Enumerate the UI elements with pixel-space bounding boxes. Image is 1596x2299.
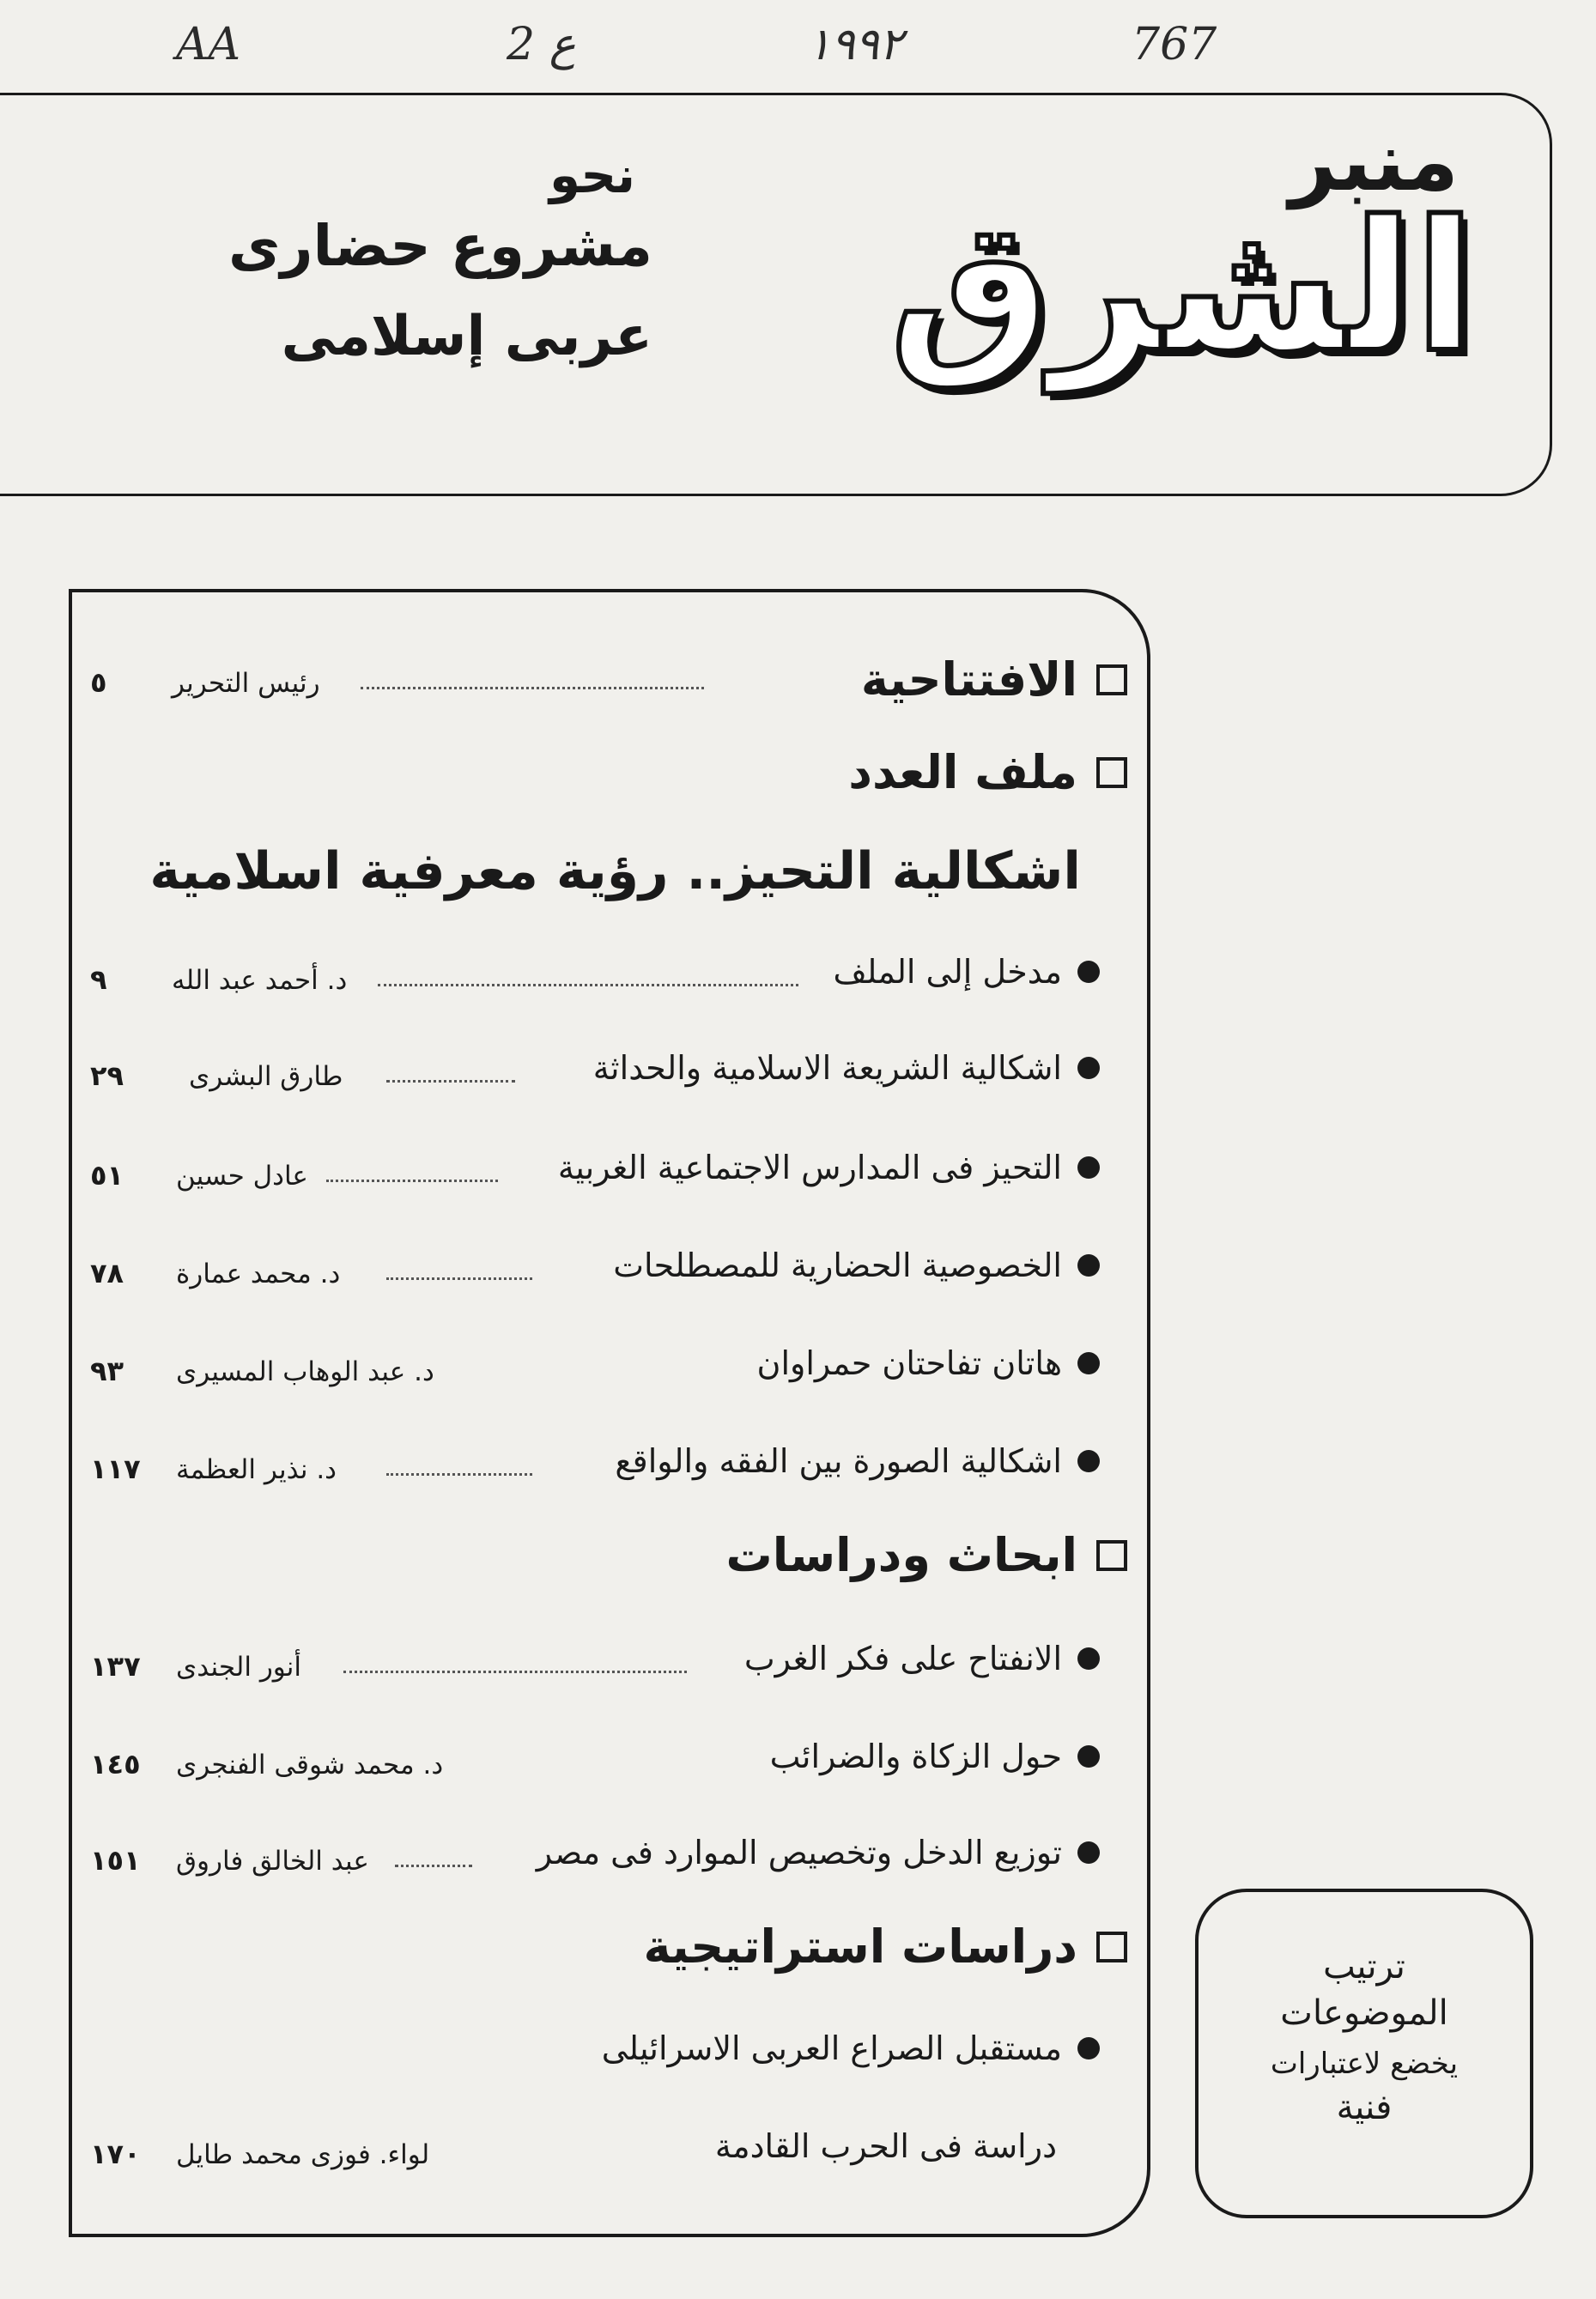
- handwritten-mark: AA: [176, 19, 241, 70]
- checkbox-icon: [1096, 1540, 1127, 1571]
- page-number: ١٤٥: [90, 1748, 141, 1780]
- slogan-line-1: نحو: [549, 146, 635, 204]
- page-number: ٢٩: [90, 1059, 124, 1092]
- author: أنور الجندى: [176, 1652, 302, 1683]
- entry-title: مستقبل الصراع العربى الاسرائيلى: [601, 2029, 1062, 2067]
- section-opening: [861, 652, 1127, 707]
- dotted-leader: [386, 1473, 532, 1476]
- toc-entry: [744, 1640, 1100, 1677]
- toc-entry: [833, 953, 1100, 991]
- checkbox-icon: [1096, 664, 1127, 695]
- dotted-leader: [361, 687, 704, 689]
- author: لواء. فوزى محمد طايل: [176, 2139, 430, 2170]
- author: رئيس التحرير: [172, 668, 320, 699]
- dotted-leader: [378, 984, 798, 986]
- note-line-2: الموضوعات: [1280, 1993, 1448, 2033]
- handwritten-mark: ١٩٩٢: [807, 19, 903, 70]
- toc-frame: [69, 589, 1150, 2237]
- author: د. أحمد عبد الله: [172, 965, 348, 996]
- slogan-line-2: مشروع حضارى: [228, 213, 652, 279]
- dotted-leader: [395, 1865, 472, 1867]
- bullet-icon: [1077, 1057, 1100, 1079]
- bullet-icon: [1077, 1156, 1100, 1179]
- page-number: ٩: [90, 963, 107, 996]
- section-strategy: [643, 1920, 1127, 1974]
- masthead-big: الشرق: [889, 182, 1476, 392]
- dotted-leader: [386, 1277, 532, 1280]
- handwritten-mark: 767: [1132, 19, 1217, 70]
- toc-entry: [602, 2029, 1100, 2067]
- entry-title: مدخل إلى الملف: [833, 953, 1062, 991]
- toc-entry: [715, 2127, 1057, 2165]
- toc-entry: [770, 1738, 1100, 1775]
- page-number: ٩٣: [90, 1355, 124, 1387]
- entry-title: اشكالية الشريعة الاسلامية والحداثة: [592, 1049, 1062, 1087]
- page-number: ١٧٠: [90, 2138, 141, 2170]
- note-line-1: ترتيب: [1323, 1947, 1405, 1987]
- toc-entry: [615, 1442, 1100, 1480]
- toc-entry: [558, 1149, 1100, 1186]
- section-label: ملف العدد: [848, 745, 1077, 799]
- author: د. نذير العظمة: [176, 1454, 337, 1485]
- masthead-small: منبر: [1289, 113, 1459, 209]
- checkbox-icon: [1096, 1932, 1127, 1962]
- note-line-3: يخضع لاعتبارات: [1270, 2047, 1459, 2081]
- section-research: [725, 1528, 1127, 1582]
- bullet-icon: [1077, 2037, 1100, 2059]
- bullet-icon: [1077, 1254, 1100, 1277]
- bullet-icon: [1077, 961, 1100, 983]
- toc-entry: [757, 1344, 1100, 1382]
- bullet-icon: [1077, 1745, 1100, 1768]
- bullet-icon: [1077, 1352, 1100, 1374]
- author: طارق البشرى: [189, 1061, 343, 1092]
- section-label: ابحاث ودراسات: [725, 1528, 1077, 1582]
- page-number: ٥١: [90, 1159, 124, 1192]
- entry-title: حول الزكاة والضرائب: [769, 1738, 1062, 1775]
- ordering-note: [1195, 1889, 1533, 2218]
- author: عبد الخالق فاروق: [176, 1846, 369, 1877]
- section-label: الافتتاحية: [860, 652, 1077, 707]
- author: د. عبد الوهاب المسيرى: [176, 1356, 434, 1387]
- page-number: ٥: [90, 666, 107, 699]
- toc-entry: [537, 1834, 1100, 1871]
- section-label: دراسات استراتيجية: [643, 1920, 1077, 1974]
- dotted-leader: [386, 1080, 515, 1083]
- slogan: [52, 146, 652, 368]
- page-number: ١٣٧: [90, 1650, 141, 1683]
- entry-title: هاتان تفاحتان حمراوان: [756, 1344, 1062, 1382]
- entry-title: اشكالية الصورة بين الفقه والواقع: [615, 1442, 1062, 1480]
- page-number: ٧٨: [90, 1257, 124, 1289]
- masthead-logo: [840, 113, 1476, 429]
- bullet-icon: [1077, 1841, 1100, 1864]
- page-number: ١٥١: [90, 1844, 141, 1877]
- slogan-line-3: عربى إسلامى: [281, 305, 652, 368]
- entry-title: الانفتاح على فكر الغرب: [743, 1640, 1062, 1677]
- author: د. محمد عمارة: [176, 1259, 341, 1289]
- dotted-leader: [343, 1671, 687, 1673]
- toc-entry: [613, 1247, 1100, 1284]
- entry-title: دراسة فى الحرب القادمة: [714, 2127, 1057, 2165]
- entry-title: التحيز فى المدارس الاجتماعية الغربية: [557, 1149, 1062, 1186]
- bullet-icon: [1077, 1647, 1100, 1670]
- author: عادل حسين: [176, 1161, 308, 1192]
- entry-title: توزيع الدخل وتخصيص الموارد فى مصر: [536, 1834, 1062, 1871]
- handwritten-mark: 2 ع: [507, 19, 576, 70]
- page-number: ١١٧: [90, 1453, 141, 1485]
- checkbox-icon: [1096, 757, 1127, 788]
- section-issue-file: [848, 745, 1127, 799]
- issue-file-title: اشكالية التحيز.. رؤية معرفية اسلامية: [149, 841, 1081, 901]
- entry-title: الخصوصية الحضارية للمصطلحات: [613, 1247, 1062, 1284]
- toc-entry: [593, 1049, 1100, 1087]
- author: د. محمد شوقى الفنجرى: [176, 1750, 444, 1780]
- dotted-leader: [326, 1180, 498, 1182]
- note-line-4: فنية: [1336, 2087, 1393, 2127]
- bullet-icon: [1077, 1450, 1100, 1472]
